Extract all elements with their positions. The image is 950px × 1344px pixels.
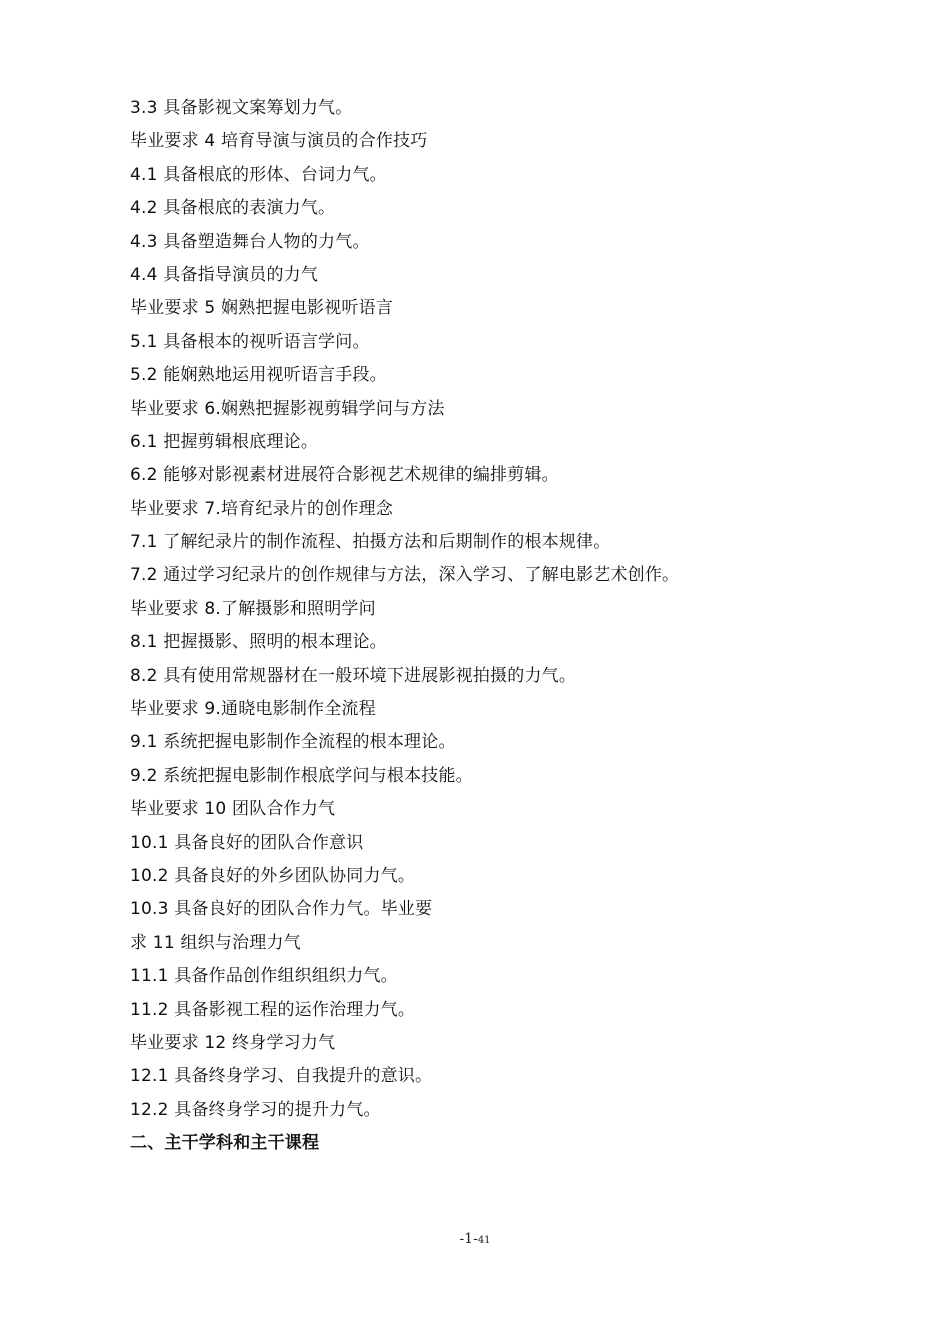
text-line: 4.3 具备塑造舞台人物的力气。: [130, 231, 370, 252]
page-number: -1-: [459, 1231, 478, 1247]
text-line: 8.2 具有使用常规器材在一般环境下进展影视拍摄的力气。: [130, 665, 577, 686]
text-line: 11.1 具备作品创作组织组织力气。: [130, 966, 398, 987]
text-line: 10.3 具备良好的团队合作力气。毕业要: [130, 899, 433, 920]
text-line: 10.2 具备良好的外乡团队协同力气。: [130, 865, 416, 886]
text-line: 求 11 组织与治理力气: [130, 932, 301, 953]
text-line: 11.2 具备影视工程的运作治理力气。: [130, 999, 416, 1020]
text-line: 毕业要求 12 终身学习力气: [130, 1032, 336, 1053]
text-line: 12.2 具备终身学习的提升力气。: [130, 1099, 381, 1120]
text-line: 5.2 能娴熟地运用视听语言手段。: [130, 365, 387, 386]
text-line: 9.2 系统把握电影制作根底学问与根本技能。: [130, 765, 473, 786]
text-line: 4.1 具备根底的形体、台词力气。: [130, 164, 387, 185]
text-line: 6.2 能够对影视素材进展符合影视艺术规律的编排剪辑。: [130, 465, 559, 486]
document-body: [130, 92, 830, 1161]
text-line: 毕业要求 7.培育纪录片的创作理念: [130, 498, 394, 519]
text-line: 7.2 通过学习纪录片的创作规律与方法，深入学习、了解电影艺术创作。: [130, 565, 680, 586]
text-line: 毕业要求 8.了解摄影和照明学问: [130, 598, 376, 619]
text-line: 3.3 具备影视文案筹划力气。: [130, 98, 353, 118]
text-line: 毕业要求 9.通晓电影制作全流程: [130, 699, 376, 720]
text-line: 4.4 具备指导演员的力气: [130, 264, 319, 285]
page-total: 41: [477, 1235, 491, 1246]
text-line: 毕业要求 10 团队合作力气: [130, 799, 336, 820]
text-line: 毕业要求 5 娴熟把握电影视听语言: [130, 298, 394, 319]
text-line: 毕业要求 4 培育导演与演员的合作技巧: [130, 131, 428, 152]
text-line: 6.1 把握剪辑根底理论。: [130, 431, 319, 452]
text-line: 7.1 了解纪录片的制作流程、拍摄方法和后期制作的根本规律。: [130, 532, 611, 553]
text-line: 4.2 具备根底的表演力气。: [130, 198, 336, 219]
text-line: 5.1 具备根本的视听语言学问。: [130, 331, 370, 352]
text-line: 8.1 把握摄影、照明的根本理论。: [130, 632, 387, 653]
text-line: 毕业要求 6.娴熟把握影视剪辑学问与方法: [130, 398, 445, 419]
text-line: 10.1 具备良好的团队合作意识: [130, 832, 364, 853]
text-line: 12.1 具备终身学习、自我提升的意识。: [130, 1066, 433, 1087]
text-line: 9.1 系统把握电影制作全流程的根本理论。: [130, 732, 456, 753]
page-footer: [0, 1231, 950, 1247]
section-heading: 二、主干学科和主干课程: [130, 1133, 320, 1154]
